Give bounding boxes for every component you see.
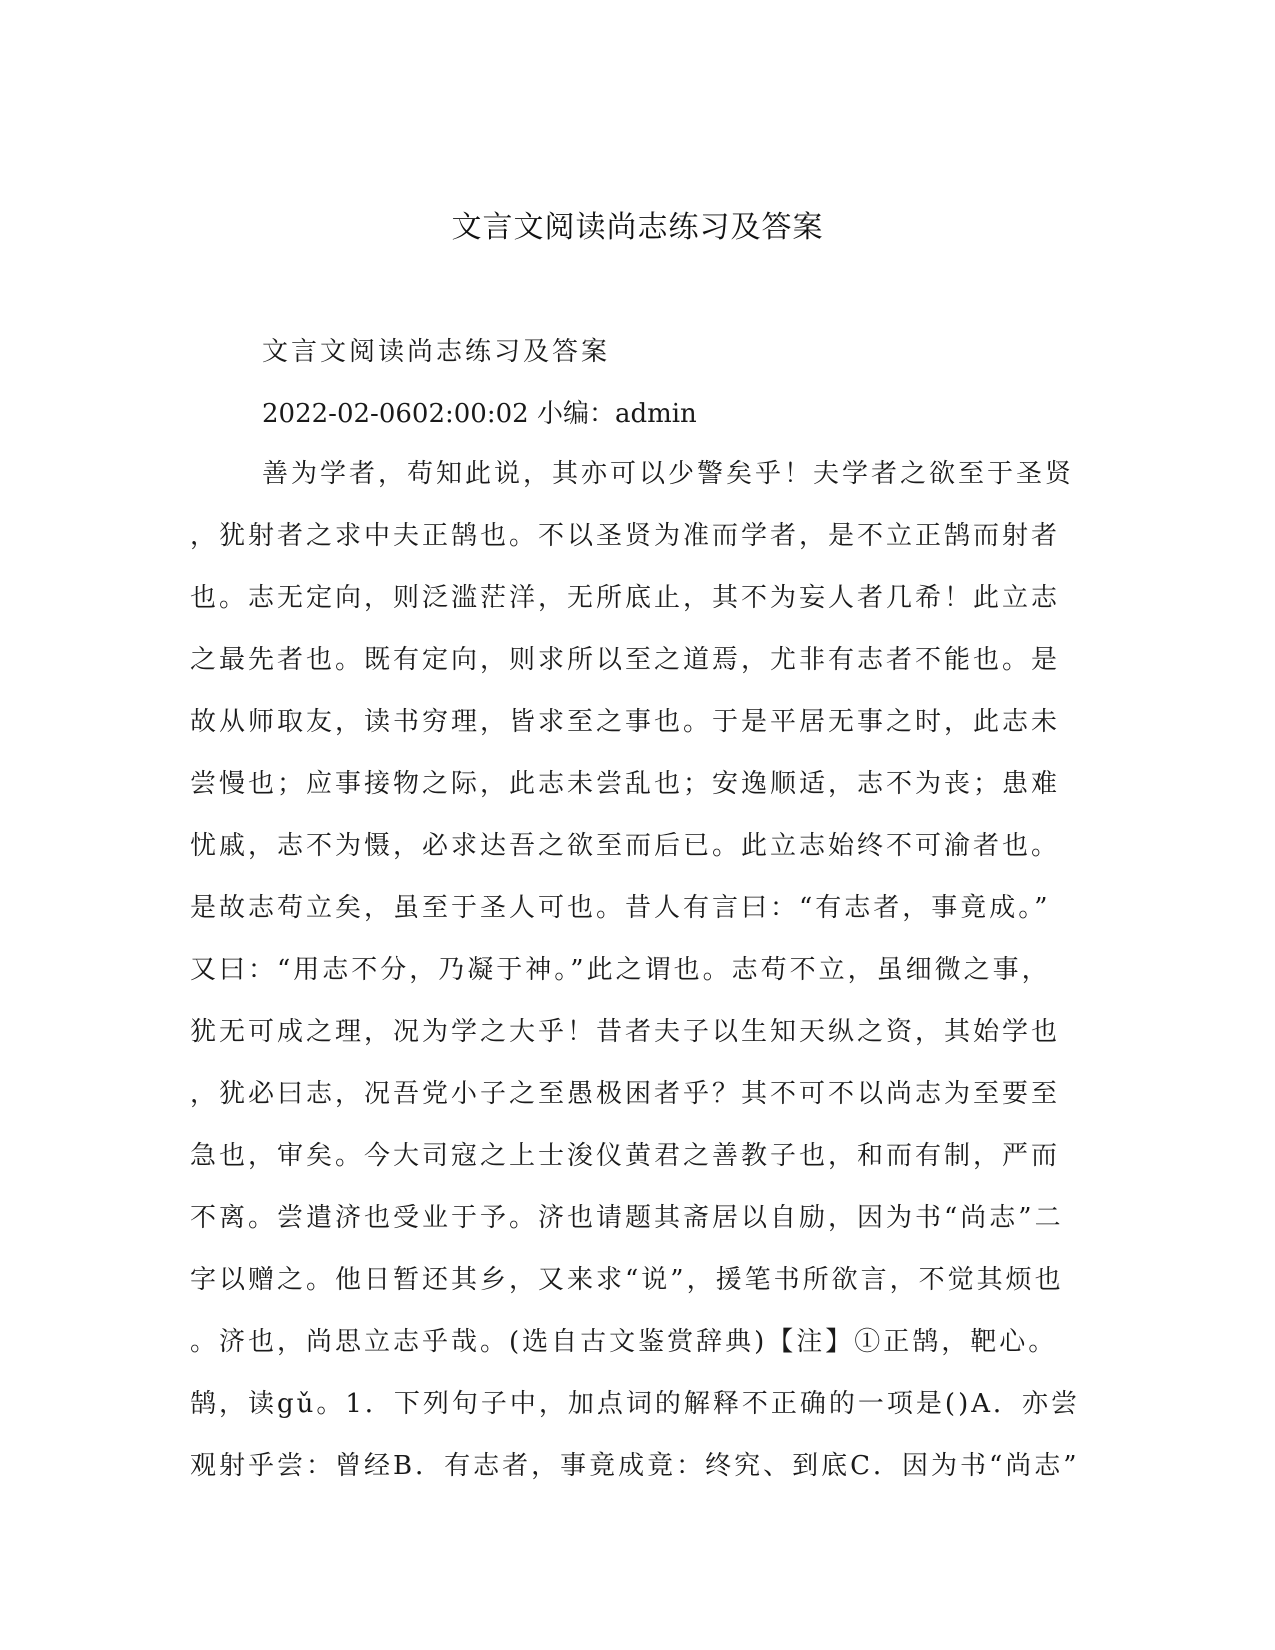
page-title: 文言文阅读尚志练习及答案 <box>451 210 824 245</box>
article-line: ，犹射者之求中夫正鹄也。不以圣贤为准而学者，是不立正鹄而射者 <box>190 521 1061 551</box>
article-line: 又曰：“用志不分，乃凝于神。”此之谓也。志苟不立，虽细微之事， <box>190 955 1051 985</box>
article-line: 。济也，尚思立志乎哉。(选自古文鉴赏辞典)【注】①正鹄，靶心。 <box>190 1327 1058 1357</box>
article-line: 尝慢也；应事接物之际，此志未尝乱也；安逸顺适，志不为丧；患难 <box>190 769 1061 799</box>
document-subtitle: 文言文阅读尚志练习及答案 <box>262 337 611 367</box>
article-body <box>190 456 1090 1510</box>
article-line: 之最先者也。既有定向，则求所以至之道焉，尤非有志者不能也。是 <box>190 645 1061 675</box>
article-line: 犹无可成之理，况为学之大乎！昔者夫子以生知天纵之资，其始学也 <box>190 1017 1061 1047</box>
publish-meta: 2022-02-0602:00:02 小编：admin <box>262 399 697 429</box>
article-line: 鹄，读gǔ。1．下列句子中，加点词的解释不正确的一项是()A．亦尝 <box>190 1389 1080 1419</box>
article-line: 不离。尝遣济也受业于予。济也请题其斋居以自励，因为书“尚志”二 <box>190 1203 1064 1233</box>
article-line: ，犹必曰志，况吾党小子之至愚极困者乎？其不可不以尚志为至要至 <box>190 1079 1061 1109</box>
article-line: 善为学者，苟知此说，其亦可以少警矣乎！夫学者之欲至于圣贤 <box>262 459 1075 489</box>
article-line: 也。志无定向，则泛滥茫洋，无所底止，其不为妄人者几希！此立志 <box>190 583 1061 613</box>
article-line: 故从师取友，读书穷理，皆求至之事也。于是平居无事之时，此志未 <box>190 707 1061 737</box>
article-line: 字以赠之。他日暂还其乡，又来求“说”，援笔书所欲言，不觉其烦也 <box>190 1265 1064 1295</box>
article-line: 观射乎尝：曾经B．有志者，事竟成竟：终究、到底C．因为书“尚志” <box>190 1451 1080 1481</box>
article-line: 是故志苟立矣，虽至于圣人可也。昔人有言曰：“有志者，事竟成。” <box>190 893 1051 923</box>
article-line: 急也，审矣。今大司寇之上士浚仪黄君之善教子也，和而有制，严而 <box>190 1141 1061 1171</box>
article-line: 忧戚，志不为慑，必求达吾之欲至而后已。此立志始终不可渝者也。 <box>190 831 1061 861</box>
